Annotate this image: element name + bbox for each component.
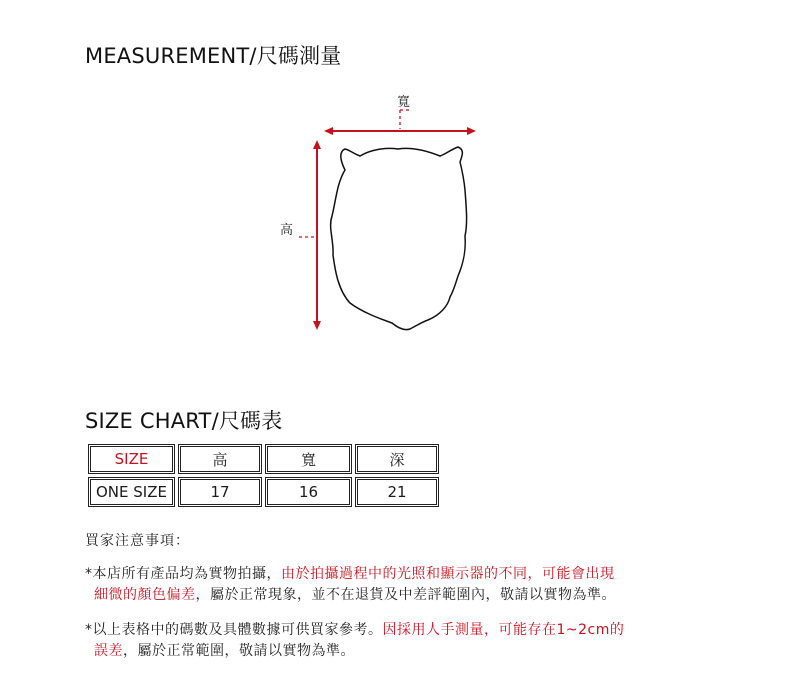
note-text: *以上表格中的碼數及具體數據可供買家參考。 [85,622,383,638]
cell-width: 16 [265,477,352,507]
note-warning: 由於拍攝過程中的光照和顯示器的不同，可能會出現 [281,566,615,582]
notes-title: 買家注意事項： [85,533,190,549]
cell-height: 17 [178,477,262,507]
size-chart-title: SIZE CHART/尺碼表 [85,409,283,433]
height-label: 高 [280,223,294,238]
note-warning: 誤差 [94,643,123,659]
table-row [88,477,439,507]
cell-size: ONE SIZE [88,477,175,507]
note-text: *本店所有產品均為實物拍攝， [85,566,281,582]
note-text: ，屬於正常範圍，敬請以實物為準。 [123,643,355,659]
table-header-row [88,444,439,474]
measurement-title: MEASUREMENT/尺碼測量 [85,44,342,68]
header-height: 高 [178,444,262,474]
note-warning: 細微的顏色偏差 [94,587,196,603]
note-measure-error [85,620,725,662]
header-size: SIZE [88,444,175,474]
size-table [85,441,442,510]
header-width: 寬 [265,444,352,474]
cell-depth: 21 [355,477,439,507]
head-outline [331,147,467,330]
note-text: ，屬於正常現象，並不在退貨及中差評範圍內，敬請以實物為準。 [195,587,616,603]
height-arrow [313,140,321,330]
note-photo-color [85,564,725,606]
note-warning: 因採用人手測量，可能存在1~2cm的 [382,622,625,638]
header-depth: 深 [355,444,439,474]
width-label: 寬 [397,95,411,110]
